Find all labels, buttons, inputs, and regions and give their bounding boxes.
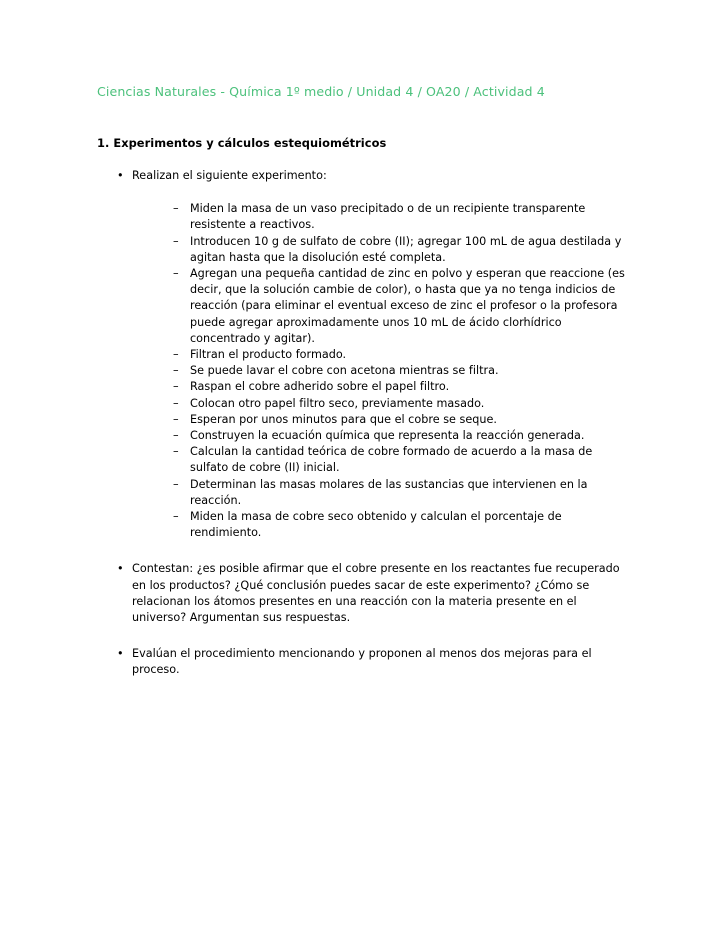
dash-marker-icon: – [173,412,179,426]
bullet-item-label: Realizan el siguiente experimento: [132,169,327,182]
bullet-item-label: Contestan: ¿es posible afirmar que el cobre presente en los reactantes fue recuperado en los productos? ¿Qué conclusión puedes sacar de este experimento? ¿Cómo se relacionan los átomos presentes en una reacción con la materia presente en el universo? Argumentan sus respuestas. [132,562,620,625]
dash-marker-icon: – [173,396,179,410]
step-label: Construyen la ecuación química que representa la reacción generada. [190,429,585,443]
dash-marker-icon: – [173,202,179,216]
list-item [132,234,629,266]
list-item [132,396,629,412]
bullet-marker-icon: • [117,562,124,576]
list-item [132,412,629,428]
list-item [132,509,629,541]
list-item [132,363,629,379]
dash-marker-icon: – [173,348,179,362]
step-label: Esperan por unos minutos para que el cobre se seque. [190,412,497,426]
step-label: Determinan las masas molares de las sustancias que intervienen en la reacción. [190,477,588,507]
document-content [97,84,629,679]
step-label: Se puede lavar el cobre con acetona mientras se filtra. [190,364,499,378]
dash-marker-icon: – [173,510,179,524]
step-label: Colocan otro papel filtro seco, previamente masado. [190,396,485,410]
dash-marker-icon: – [173,380,179,394]
list-item [132,201,629,233]
experiment-step-list [132,184,629,541]
step-label: Filtran el producto formado. [190,348,347,362]
step-label: Introducen 10 g de sulfato de cobre (II); agregar 100 mL de agua destilada y agitan hasta que la disolución esté completa. [190,234,622,264]
bullet-marker-icon: • [117,647,124,661]
step-label: Agregan una pequeña cantidad de zinc en polvo y esperan que reaccione (es decir, que la solución cambie de color), o hasta que ya no tenga indicios de reacción (para eliminar el eventual exceso de zinc el profesor o la profesora puede agregar aproximadamente unos 10 mL de ácido clorhídrico concentrado y agitar). [190,267,625,345]
step-label: Raspan el cobre adherido sobre el papel filtro. [190,380,450,394]
list-item [97,646,629,678]
list-item [132,266,629,347]
list-item [132,428,629,444]
document-title-breadcrumb: Ciencias Naturales - Química 1º medio / Unidad 4 / OA20 / Actividad 4 [97,84,545,99]
list-item [132,477,629,509]
step-label: Calculan la cantidad teórica de cobre formado de acuerdo a la masa de sulfato de cobre (II) inicial. [190,445,593,475]
dash-marker-icon: – [173,267,179,281]
list-item [132,444,629,476]
step-label: Miden la masa de un vaso precipitado o de un recipiente transparente resistente a reactivos. [190,202,586,232]
list-spacer [97,541,629,561]
dash-marker-icon: – [173,445,179,459]
bullet-marker-icon: • [117,169,124,182]
list-item [97,561,629,626]
bullet-item-label: Evalúan el procedimiento mencionando y proponen al menos dos mejoras para el proceso. [132,647,592,677]
list-item [132,347,629,363]
dash-marker-icon: – [173,477,179,491]
dash-marker-icon: – [173,429,179,443]
activity-bullet-list [97,151,629,679]
list-item [132,379,629,395]
list-spacer [97,626,629,646]
step-label: Miden la masa de cobre seco obtenido y calculan el porcentaje de rendimiento. [190,510,562,540]
list-item [97,168,629,541]
dash-marker-icon: – [173,234,179,248]
section-heading: 1. Experimentos y cálculos estequiométricos [97,136,387,150]
dash-marker-icon: – [173,364,179,378]
